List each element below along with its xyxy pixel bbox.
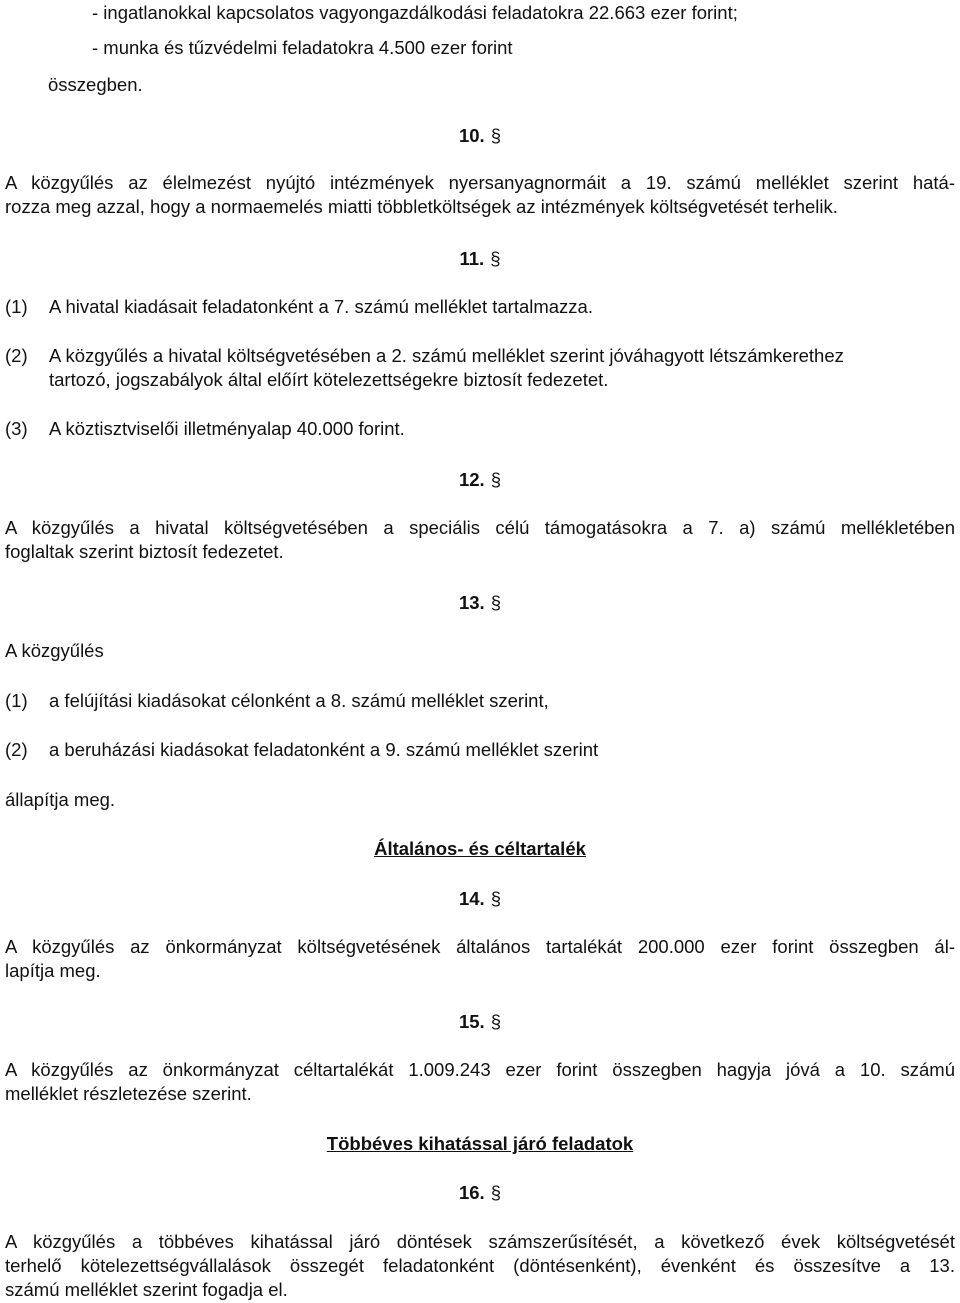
section-number: 15. (458, 1011, 485, 1032)
paragraph-line: lapítja meg. (5, 960, 101, 981)
section-heading-10 (440, 125, 520, 147)
paragraph-line: A közgyűlés az élelmezést nyújtó intézmények nyersanyagnormáit a 19. számú melléklet szerint hatá- (5, 172, 955, 193)
paragraph-text: A közgyűlés a hivatal költségvetésében a 2. számú melléklet szerint jóváhagyott létszámkerethez (49, 345, 844, 366)
paragraph-text: A hivatal kiadásait feladatonként a 7. számú melléklet tartalmazza. (49, 296, 593, 317)
section-heading-12 (440, 469, 520, 491)
paragraph-line: terhelő kötelezettségvállalások összegét feladatonként (döntésenként), évenként és összesítve a 13. (5, 1255, 955, 1276)
section-number: 14. (458, 888, 485, 909)
paragraph-number: (2) (5, 345, 28, 366)
section-sign-icon: § (490, 1182, 501, 1203)
paragraph-line: A közgyűlés a hivatal költségvetésében a speciális célú támogatásokra a 7. a) számú mellékletében (5, 517, 955, 538)
chapter-heading-multiyear: Többéves kihatással járó feladatok (326, 1133, 634, 1154)
paragraph-text: állapítja meg. (5, 789, 116, 810)
section-heading-13 (440, 592, 520, 614)
paragraph-text: a felújítási kiadásokat célonként a 8. számú melléklet szerint, (49, 690, 549, 711)
section-heading-16 (440, 1182, 520, 1204)
section-sign-icon: § (490, 592, 501, 613)
paragraph-text: A közgyűlés (5, 640, 104, 661)
paragraph-number: (3) (5, 418, 28, 439)
section-number: 11. (459, 248, 485, 269)
chapter-heading-reserves: Általános- és céltartalék (374, 838, 586, 859)
numbered-paragraph (5, 418, 405, 440)
paragraph-line: tartozó, jogszabályok által előírt kötelezettségekre biztosít fedezetet. (49, 369, 609, 390)
paragraph-line: melléklet részletezése szerint. (5, 1083, 252, 1104)
section-sign-icon: § (490, 469, 501, 490)
paragraph-text: összegben. (48, 74, 143, 95)
list-item-real-estate: - ingatlanokkal kapcsolatos vagyongazdálkodási feladatokra 22.663 ezer forint; (92, 2, 738, 23)
section-sign-icon: § (490, 125, 501, 146)
paragraph-text: A köztisztviselői illetményalap 40.000 forint. (49, 418, 405, 439)
paragraph-number: (1) (5, 690, 28, 711)
list-item-fire-safety: - munka és tűzvédelmi feladatokra 4.500 ezer forint (92, 37, 513, 58)
section-sign-icon: § (490, 1011, 501, 1032)
numbered-paragraph (5, 345, 844, 367)
section-sign-icon: § (490, 248, 501, 269)
paragraph-line: A közgyűlés az önkormányzat céltartalékát 1.009.243 ezer forint összegben hagyja jóvá a 10. számú (5, 1059, 955, 1080)
paragraph-line: A közgyűlés az önkormányzat költségvetésének általános tartalékát 200.000 ezer forint összegben ál- (5, 936, 955, 957)
numbered-paragraph (5, 296, 593, 318)
paragraph-line: foglaltak szerint biztosít fedezetet. (5, 541, 284, 562)
paragraph-line: A közgyűlés a többéves kihatással járó döntések számszerűsítését, a következő évek költségvetését (5, 1231, 955, 1252)
numbered-paragraph (5, 690, 549, 712)
paragraph-number: (2) (5, 739, 28, 760)
section-number: 10. (458, 125, 485, 146)
section-number: 16. (458, 1182, 485, 1203)
paragraph-number: (1) (5, 296, 28, 317)
paragraph-text: a beruházási kiadásokat feladatonként a 9. számú melléklet szerint (49, 739, 599, 760)
paragraph-line: számú melléklet szerint fogadja el. (5, 1279, 288, 1300)
section-heading-11 (440, 248, 520, 270)
section-sign-icon: § (490, 888, 501, 909)
section-heading-14 (440, 888, 520, 910)
section-number: 12. (458, 469, 485, 490)
section-number: 13. (458, 592, 485, 613)
section-heading-15 (440, 1011, 520, 1033)
paragraph-line: rozza meg azzal, hogy a normaemelés miatti többletköltségek az intézmények költségvetését terhelik. (5, 196, 838, 217)
numbered-paragraph (5, 739, 598, 761)
